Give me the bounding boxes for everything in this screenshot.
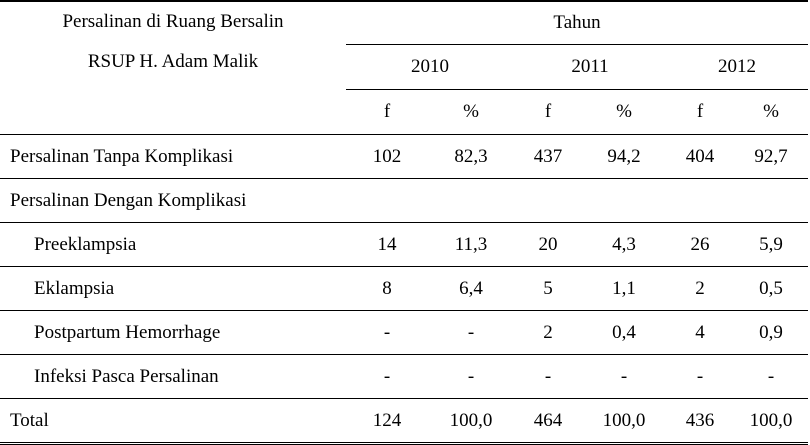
cell	[346, 179, 428, 223]
cell: 404	[666, 135, 734, 179]
cell: 20	[514, 223, 582, 267]
row-label: Eklampsia	[0, 267, 346, 311]
year-header-2012: 2012	[666, 45, 808, 90]
cell: 100,0	[582, 399, 666, 444]
cell: 8	[346, 267, 428, 311]
cell: 0,9	[734, 311, 808, 355]
cell: 5,9	[734, 223, 808, 267]
cell	[666, 179, 734, 223]
cell: 92,7	[734, 135, 808, 179]
row-label: Postpartum Hemorrhage	[0, 311, 346, 355]
table-row-total	[0, 399, 808, 444]
table-row	[0, 135, 808, 179]
year-header-2011: 2011	[514, 45, 666, 90]
table-row	[0, 179, 808, 223]
subheader-percent: %	[734, 90, 808, 135]
cell: 124	[346, 399, 428, 444]
table-row	[0, 311, 808, 355]
cell: -	[666, 355, 734, 399]
subheader-f: f	[514, 90, 582, 135]
year-header-2010: 2010	[346, 45, 514, 90]
cell: -	[346, 311, 428, 355]
cell: 2	[666, 267, 734, 311]
row-label: Preeklampsia	[0, 223, 346, 267]
subheader-f: f	[346, 90, 428, 135]
row-header-label	[0, 1, 346, 135]
cell: 14	[346, 223, 428, 267]
cell	[734, 179, 808, 223]
cell: -	[428, 311, 514, 355]
cell: 26	[666, 223, 734, 267]
cell: 437	[514, 135, 582, 179]
table-row	[0, 267, 808, 311]
cell: 2	[514, 311, 582, 355]
cell: 4	[666, 311, 734, 355]
row-header-line2: RSUP H. Adam Malik	[87, 51, 259, 72]
cell: -	[582, 355, 666, 399]
cell: 100,0	[428, 399, 514, 444]
cell	[514, 179, 582, 223]
cell: 6,4	[428, 267, 514, 311]
cell: 5	[514, 267, 582, 311]
table-row	[0, 355, 808, 399]
cell: -	[346, 355, 428, 399]
cell: 94,2	[582, 135, 666, 179]
year-group-header: Tahun	[346, 1, 808, 45]
subheader-percent: %	[582, 90, 666, 135]
table-row	[0, 223, 808, 267]
cell: -	[734, 355, 808, 399]
row-label: Persalinan Tanpa Komplikasi	[0, 135, 346, 179]
cell: 1,1	[582, 267, 666, 311]
cell: 11,3	[428, 223, 514, 267]
cell: 0,4	[582, 311, 666, 355]
cell	[428, 179, 514, 223]
row-label: Infeksi Pasca Persalinan	[0, 355, 346, 399]
row-header-line1: Persalinan di Ruang Bersalin	[62, 11, 284, 32]
cell: 100,0	[734, 399, 808, 444]
cell: 82,3	[428, 135, 514, 179]
cell: 4,3	[582, 223, 666, 267]
cell: 464	[514, 399, 582, 444]
cell: -	[514, 355, 582, 399]
subheader-f: f	[666, 90, 734, 135]
cell: 0,5	[734, 267, 808, 311]
row-label: Persalinan Dengan Komplikasi	[0, 179, 346, 223]
subheader-percent: %	[428, 90, 514, 135]
cell: -	[428, 355, 514, 399]
cell	[582, 179, 666, 223]
row-label: Total	[0, 399, 346, 444]
cell: 436	[666, 399, 734, 444]
cell: 102	[346, 135, 428, 179]
